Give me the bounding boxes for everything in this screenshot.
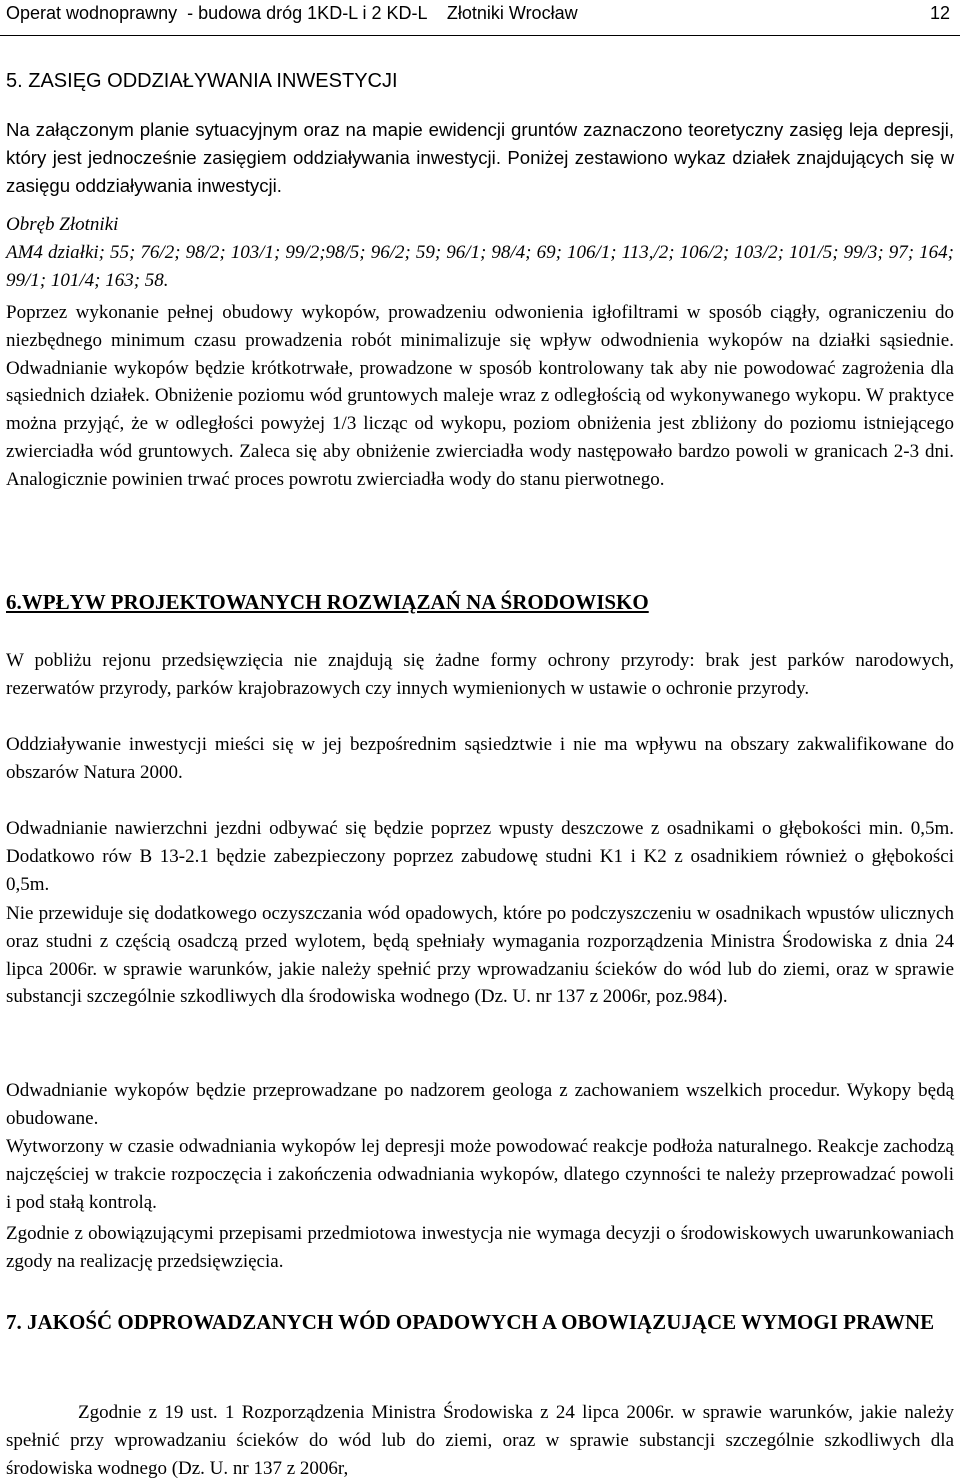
section-6-paragraph: W pobliżu rejonu przedsięwzięcia nie znajdują się żadne formy ochrony przyrody: brak jest parków narodowych, rezerwatów przyrody, parków krajobrazowych czy innych wymienionych w ustawie o ochronie przyrody. xyxy=(6,650,954,699)
section-7-title: 7. JAKOŚĆ ODPROWADZANYCH WÓD OPADOWYCH A OBOWIĄZUJĄCE WYMOGI PRAWNE xyxy=(6,1310,935,1334)
section-5-intro: Na załączonym planie sytuacyjnym oraz na mapie ewidencji gruntów zaznaczono teoretyczny zasięg leja depresji, który jest jednocześnie zasięgiem oddziaływania inwestycji. Poniżej zestawiono wykaz działek znajdujących się w zasięgu oddziaływania inwestycji. xyxy=(6,119,954,196)
plot-list: AM4 działki; 55; 76/2; 98/2; 103/1; 99/2;98/5; 96/2; 59; 96/1; 98/4; 69; 106/1; 113,/2; 106/2; 103/2; 101/5; 99/3; 97; 164; 99/1; 101/4; 163; 58. xyxy=(6,242,954,291)
section-6-paragraph: Wytworzony w czasie odwadniania wykopów lej depresji może powodować reakcje podłoża naturalnego. Reakcje zachodzą najczęściej w trakcie rozpoczęcia i zakończenia odwadniania wykopów, dlatego czynności te należy przeprowadzać powoli i pod stałą kontrolą. xyxy=(6,1136,954,1213)
header-title: Operat wodnoprawny - budowa dróg 1KD-L i 2 KD-L Złotniki Wrocław xyxy=(6,3,578,23)
section-5-body: Poprzez wykonanie pełnej obudowy wykopów, prowadzeniu odwonienia igłofiltrami w sposób ciągły, ograniczeniu do niezbędnego minimum czasu prowadzenia robót minimalizuje się wpływ odwodnienia wykopów na działki sąsiednie. Odwadnianie wykopów będzie krótkotrwałe, prowadzone w sposób kontrolowany tak aby nie powodować zagrożenia dla sąsiednich działek. Obniżenie poziomu wód gruntowych maleje wraz z odległością od wykonywanego wykopu. W praktyce można przyjąć, że w odległości powyżej 1/3 licząc od wykopu, poziom obniżenia jest zbliżony do poziomu istniejącego zwierciadła wód gruntowych. Zaleca się aby obniżenie zwierciadła wody następowało bardzo powoli w granicach 2-3 dni. Analogicznie powinien trwać proces powrotu zwierciadła wody do stanu pierwotnego. xyxy=(6,302,954,490)
section-7-paragraph: Zgodnie z 19 ust. 1 Rozporządzenia Ministra Środowiska z 24 lipca 2006r. w sprawie warunków, jakie należy spełnić przy wprowadzaniu ścieków do wód lub do ziemi, oraz w sprawie substancji szczególnie szkodliwych dla środowiska wodnego (Dz. U. nr 137 z 2006r, xyxy=(6,1402,954,1479)
precinct-label: Obręb Złotniki xyxy=(6,214,119,235)
section-6-paragraph: Oddziaływanie inwestycji mieści się w jej bezpośrednim sąsiedztwie i nie ma wpływu na obszary zakwalifikowane do obszarów Natura 2000. xyxy=(6,734,954,783)
section-6-paragraph: Odwadnianie nawierzchni jezdni odbywać się będzie poprzez wpusty deszczowe z osadnikami o głębokości min. 0,5m. Dodatkowo rów B 13-2.1 będzie zabezpieczony poprzez zabudowę studni K1 i K2 z osadnikiem również o głębokości 0,5m. xyxy=(6,818,954,895)
section-6-paragraph: Nie przewiduje się dodatkowego oczyszczania wód opadowych, które po podczyszczeniu w osadnikach wpustów ulicznych oraz studni z częścią osadczą przed wylotem, będą spełniały wymagania rozporządzenia Ministra Środowiska z dnia 24 lipca 2006r. w sprawie warunków, jakie należy spełnić przy wprowadzaniu ścieków do wód lub do ziemi, oraz w sprawie substancji szczególnie szkodliwych dla środowiska wodnego (Dz. U. nr 137 z 2006r, poz.984). xyxy=(6,903,954,1008)
section-6-paragraph: Odwadnianie wykopów będzie przeprowadzane po nadzorem geologa z zachowaniem wszelkich procedur. Wykopy będą obudowane. xyxy=(6,1080,954,1129)
section-5-title: 5. ZASIĘG ODDZIAŁYWANIA INWESTYCJI xyxy=(6,70,398,92)
section-6-paragraph: Zgodnie z obowiązującymi przepisami przedmiotowa inwestycja nie wymaga decyzji o środowiskowych uwarunkowaniach zgody na realizację przedsięwzięcia. xyxy=(6,1223,954,1272)
section-6-title: 6.WPŁYW PROJEKTOWANYCH ROZWIĄZAŃ NA ŚRODOWISKO xyxy=(6,590,649,614)
page-number: 12 xyxy=(929,3,950,23)
page-header xyxy=(0,0,960,36)
